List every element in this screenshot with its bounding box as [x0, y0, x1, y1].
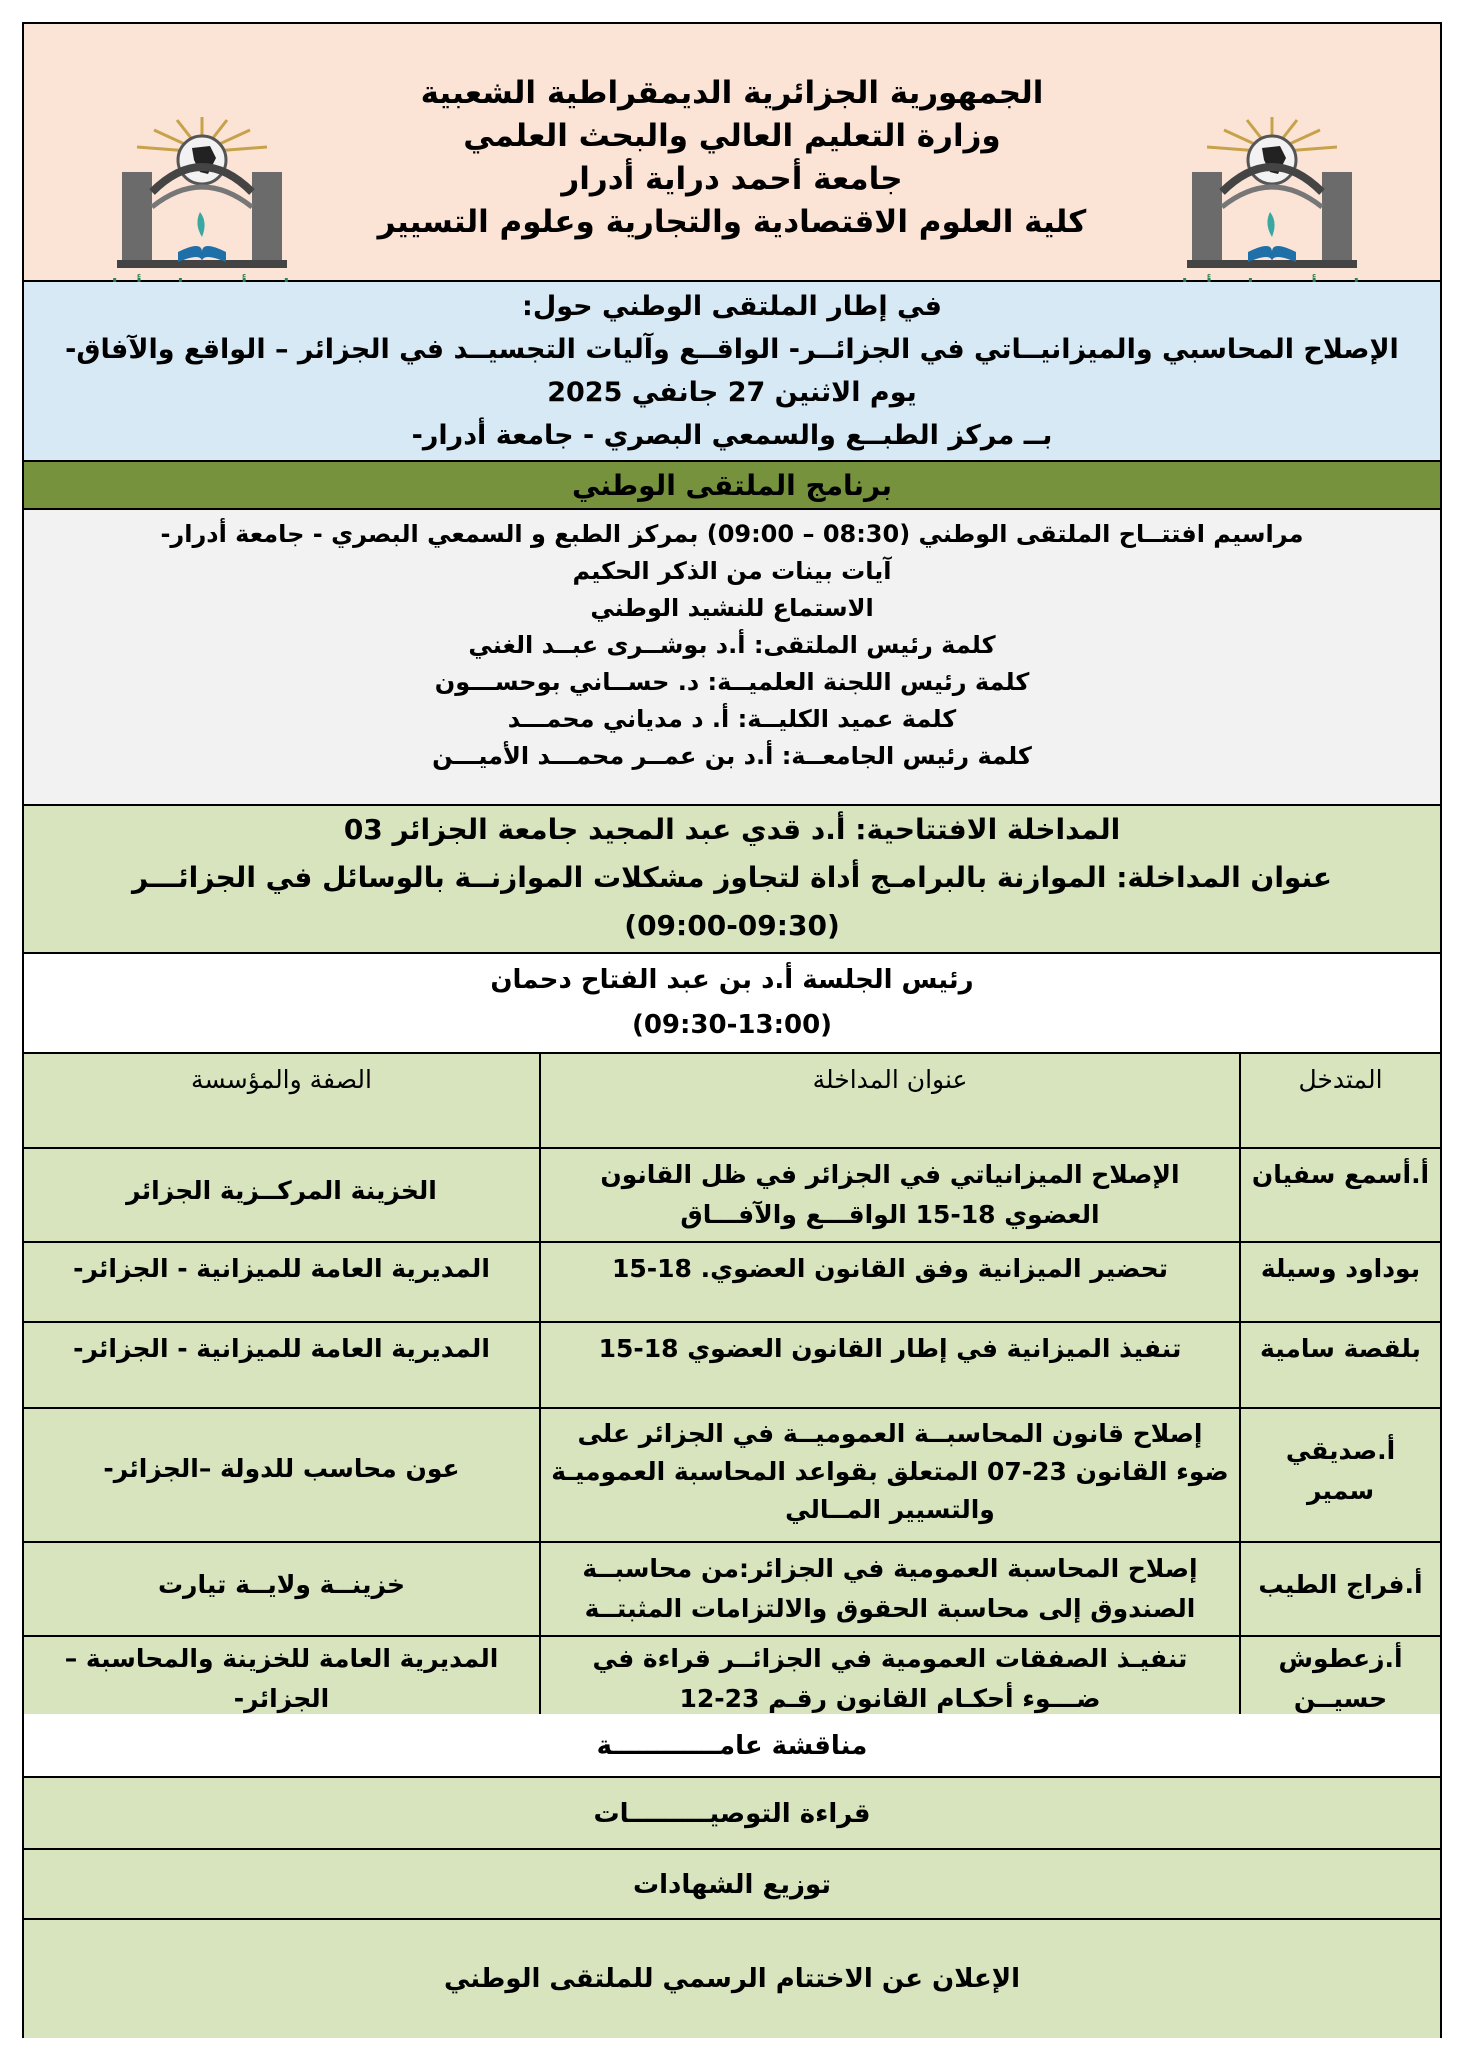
- event-intro: [24, 282, 1440, 462]
- table-row: [24, 1636, 1440, 1726]
- affiliation-cell: الخزينة المركــزية الجزائر: [24, 1148, 540, 1242]
- title-cell: إصلاح قانون المحاسبــة العموميــة في الجزائر على ضوء القانون 23-07 المتعلق بقواعد المحاسبة العموميـة والتسيير المــالي: [540, 1408, 1240, 1542]
- table-header-row: [24, 1054, 1440, 1148]
- title-cell: إصلاح المحاسبة العمومية في الجزائر:من محاسبــة الصندوق إلى محاسبة الحقوق والالتزامات المثبتــة: [540, 1542, 1240, 1636]
- event-venue: بــ مركز الطبــع والسمعي البصري - جامعة أدرار-: [411, 420, 1053, 451]
- opening-lecture: [24, 806, 1440, 954]
- institution-heading: [324, 72, 1140, 244]
- schedule-table: [24, 1054, 1440, 1727]
- ceremony-line: الاستماع للنشيد الوطني: [590, 594, 874, 622]
- republic-name: الجمهورية الجزائرية الديمقراطية الشعبية: [420, 75, 1044, 111]
- program-title: برنامج الملتقى الوطني: [24, 462, 1440, 510]
- certificates-distribution: توزيع الشهادات: [24, 1850, 1440, 1920]
- affiliation-cell: المديرية العامة للميزانية - الجزائر-: [24, 1322, 540, 1408]
- affiliation-cell: عون محاسب للدولة –الجزائر-: [24, 1408, 540, 1542]
- header-speaker: المتدخل: [1240, 1054, 1440, 1148]
- session-time: (09:30-13:00): [631, 1010, 833, 1040]
- title-cell: تنفيذ الميزانية في إطار القانون العضوي 18-15: [540, 1322, 1240, 1408]
- ceremony-line: كلمة رئيس الملتقى: أ.د بوشــرى عبــد الغني: [468, 631, 996, 659]
- ceremony-line: كلمة عميد الكليــة: أ. د مدياني محمـــد: [507, 705, 957, 733]
- opening-speaker: المداخلة الافتتاحية: أ.د قدي عبد المجيد جامعة الجزائر 03: [343, 813, 1121, 846]
- header-title: عنوان المداخلة: [540, 1054, 1240, 1148]
- affiliation-cell: المديرية العامة للميزانية - الجزائر-: [24, 1242, 540, 1322]
- university-name: جامعة أحمد دراية أدرار: [561, 161, 903, 197]
- title-cell: تنفيـذ الصفقات العمومية في الجزائــر قراءة في ضـــوء أحكـام القانون رقـم 23-12: [540, 1636, 1240, 1726]
- speaker-cell: بوداود وسيلة: [1240, 1242, 1440, 1322]
- ceremony-line: آيات بينات من الذكر الحكيم: [572, 557, 892, 585]
- ceremony-line: كلمة رئيس الجامعــة: أ.د بن عمــر محمـــد الأميـــن: [432, 742, 1032, 770]
- session-info: [24, 954, 1440, 1054]
- table-row: [24, 1408, 1440, 1542]
- affiliation-cell: المديرية العامة للخزينة والمحاسبة – الجزائر-: [24, 1636, 540, 1726]
- event-theme: الإصلاح المحاسبي والميزانيــاتي في الجزائــر- الواقــع وآليات التجسيــد في الجزائر – الواقع والآفاق-: [65, 334, 1399, 365]
- speaker-cell: أ.صديقي سمير: [1240, 1408, 1440, 1542]
- speaker-cell: بلقصة سامية: [1240, 1322, 1440, 1408]
- speaker-cell: أ.أسمع سفيان: [1240, 1148, 1440, 1242]
- opening-time: (09:00-09:30): [624, 909, 840, 942]
- affiliation-cell: خزينــة ولايــة تيارت: [24, 1542, 540, 1636]
- official-closing: الإعلان عن الاختتام الرسمي للملتقى الوطني: [24, 1920, 1440, 2038]
- ceremony-line: مراسيم افتتــاح الملتقى الوطني (08:30 – 09:00) بمركز الطبع و السمعي البصري - جامعة أدرار-: [160, 520, 1304, 548]
- header-band: [24, 24, 1440, 282]
- recommendations-reading: قراءة التوصيـــــــــات: [24, 1778, 1440, 1850]
- table-row: [24, 1242, 1440, 1322]
- speaker-cell: أ.فراج الطيب: [1240, 1542, 1440, 1636]
- faculty-name: كلية العلوم الاقتصادية والتجارية وعلوم التسيير: [377, 204, 1087, 240]
- opening-ceremony: [24, 510, 1440, 806]
- title-cell: تحضير الميزانية وفق القانون العضوي. 18-15: [540, 1242, 1240, 1322]
- ceremony-line: كلمة رئيس اللجنة العلميــة: د. حســاني بوحســـون: [434, 668, 1030, 696]
- title-cell: الإصلاح الميزانياتي في الجزائر في ظل القانون العضوي 18-15 الواقـــع والآفـــاق: [540, 1148, 1240, 1242]
- program-page: [22, 22, 1442, 2038]
- table-row: [24, 1148, 1440, 1242]
- header-affiliation: الصفة والمؤسسة: [24, 1054, 540, 1148]
- table-row: [24, 1322, 1440, 1408]
- intro-line: في إطار الملتقى الوطني حول:: [522, 291, 942, 322]
- session-chair: رئيس الجلسة أ.د بن عبد الفتاح دحمان: [490, 965, 974, 995]
- table-row: [24, 1542, 1440, 1636]
- opening-title: عنوان المداخلة: الموازنة بالبرامـج أداة لتجاوز مشكلات الموازنــة بالوسائل في الجزائـــر: [131, 861, 1333, 894]
- speaker-cell: أ.زعطوش حسيــن: [1240, 1636, 1440, 1726]
- ministry-name: وزارة التعليم العالي والبحث العلمي: [463, 118, 1001, 154]
- event-date: يوم الاثنين 27 جانفي 2025: [547, 377, 917, 408]
- general-discussion: مناقشة عامــــــــــــة: [24, 1714, 1440, 1778]
